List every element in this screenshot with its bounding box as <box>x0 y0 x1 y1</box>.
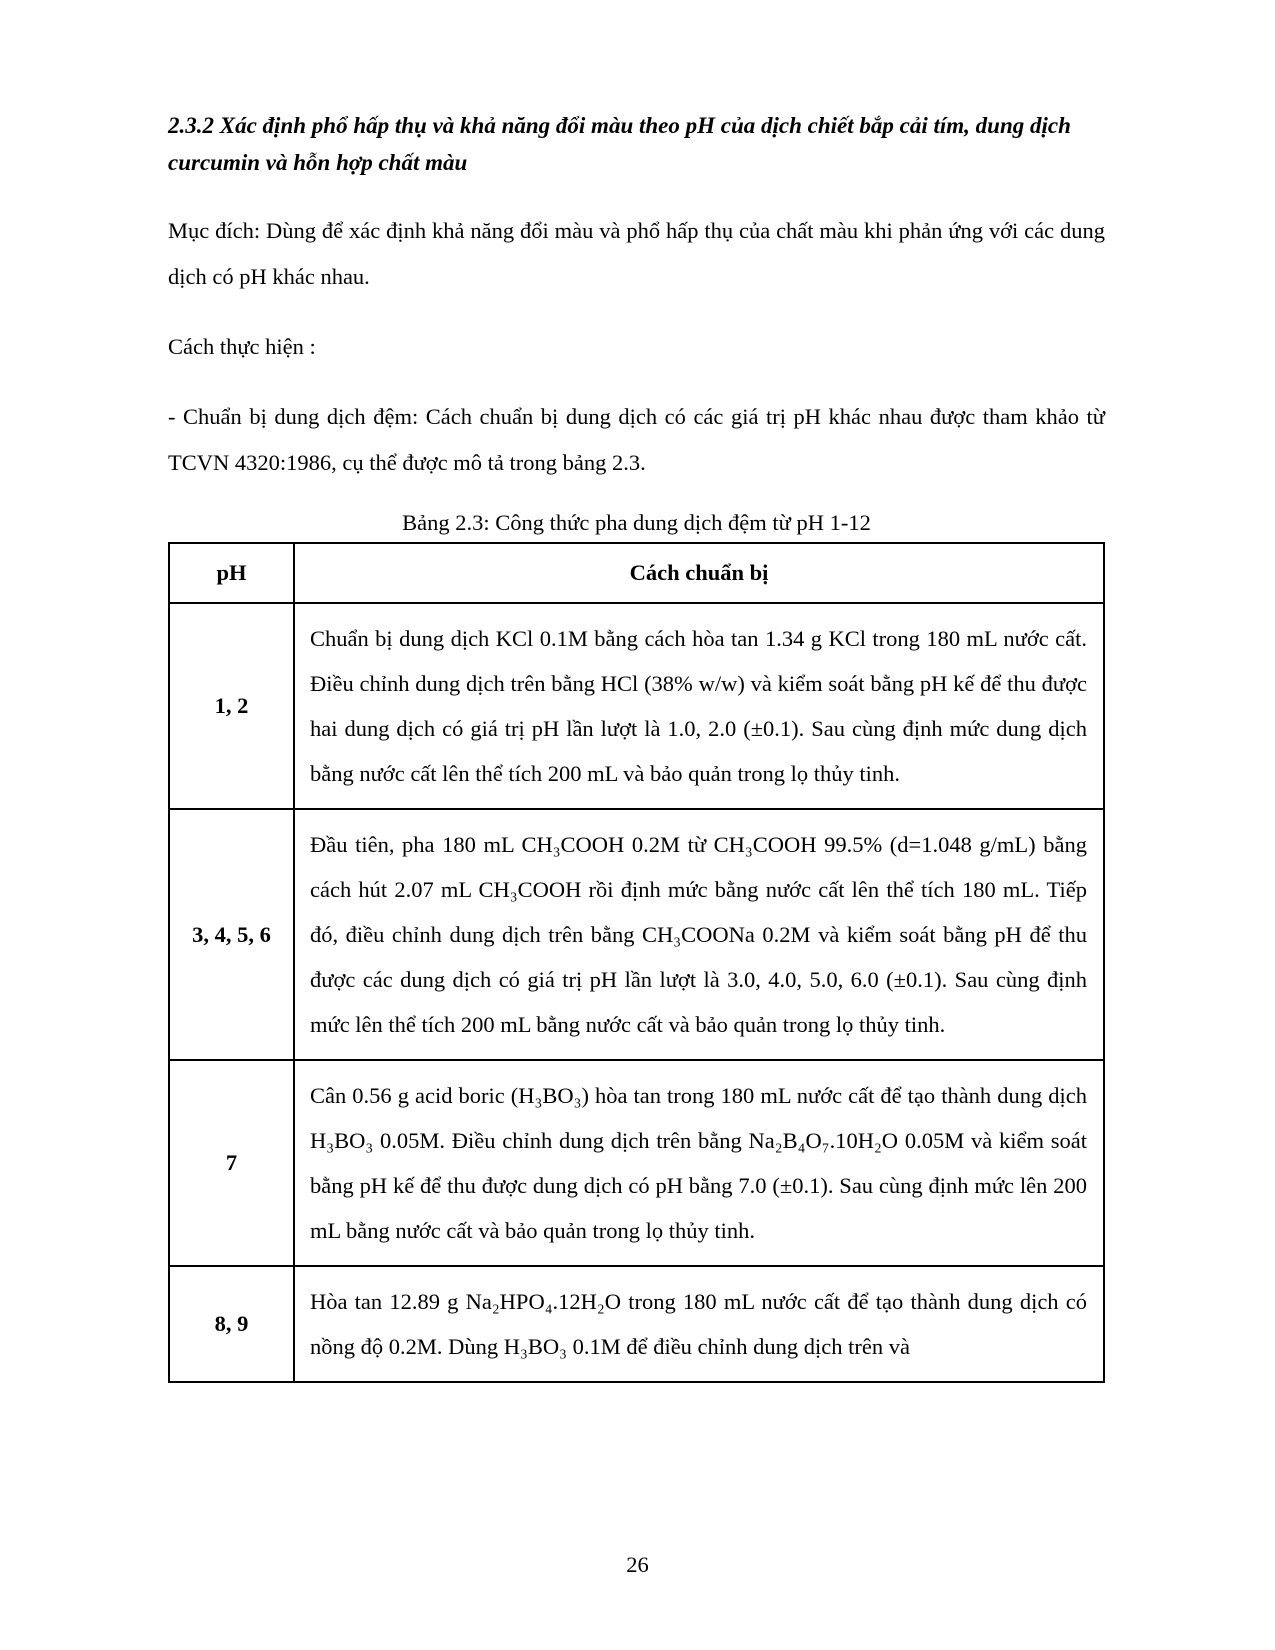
table-row <box>169 1060 1104 1266</box>
method-cell: Cân 0.56 g acid boric (H₃BO₃) hòa tan trong 180 mL nước cất để tạo thành dung dịch H₃BO₃ 0.05M. Điều chỉnh dung dịch trên bằng Na₂B₄O₇.10H₂O 0.05M và kiểm soát bằng pH kế để thu được dung dịch có pH bằng 7.0 (±0.1). Sau cùng định mức lên 200 mL bằng nước cất và bảo quản trong lọ thủy tinh. <box>294 1060 1104 1266</box>
method-cell: Hòa tan 12.89 g Na₂HPO₄.12H₂O trong 180 mL nước cất để tạo thành dung dịch có nồng độ 0.2M. Dùng H₃BO₃ 0.1M để điều chỉnh dung dịch trên và <box>294 1266 1104 1382</box>
method-cell: Chuẩn bị dung dịch KCl 0.1M bằng cách hòa tan 1.34 g KCl trong 180 mL nước cất. Điều chỉnh dung dịch trên bằng HCl (38% w/w) và kiểm soát bằng pH kế để thu được hai dung dịch có giá trị pH lần lượt là 1.0, 2.0 (±0.1). Sau cùng định mức dung dịch bằng nước cất lên thể tích 200 mL và bảo quản trong lọ thủy tinh. <box>294 603 1104 809</box>
section-heading: 2.3.2 Xác định phổ hấp thụ và khả năng đổi màu theo pH của dịch chiết bắp cải tím, dung dịch curcumin và hỗn hợp chất màu <box>168 113 1071 175</box>
ph-cell: 3, 4, 5, 6 <box>169 809 294 1060</box>
method-label: Cách thực hiện : <box>168 333 316 359</box>
method-cell: Đầu tiên, pha 180 mL CH₃COOH 0.2M từ CH₃COOH 99.5% (d=1.048 g/mL) bằng cách hút 2.07 mL CH₃COOH rồi định mức bằng nước cất lên thể tích 180 mL. Tiếp đó, điều chỉnh dung dịch trên bằng CH₃COONa 0.2M và kiểm soát bằng pH để thu được các dung dịch có giá trị pH lần lượt là 3.0, 4.0, 5.0, 6.0 (±0.1). Sau cùng định mức lên thể tích 200 mL bằng nước cất và bảo quản trong lọ thủy tinh. <box>294 809 1104 1060</box>
buffer-table <box>168 542 1105 1383</box>
table-caption: Bảng 2.3: Công thức pha dung dịch đệm từ pH 1-12 <box>402 510 871 536</box>
table-row <box>169 809 1104 1060</box>
page-number: 26 <box>626 1552 649 1577</box>
table-header-row <box>169 543 1104 603</box>
table-row <box>169 1266 1104 1382</box>
table-header-method: Cách chuẩn bị <box>294 543 1104 603</box>
buffer-prep-paragraph: - Chuẩn bị dung dịch đệm: Cách chuẩn bị dung dịch có các giá trị pH khác nhau được tham khảo từ TCVN 4320:1986, cụ thể được mô tả trong bảng 2.3. <box>168 403 1105 476</box>
table-row <box>169 603 1104 809</box>
ph-cell: 7 <box>169 1060 294 1266</box>
ph-cell: 1, 2 <box>169 603 294 809</box>
purpose-paragraph: Mục đích: Dùng để xác định khả năng đổi màu và phổ hấp thụ của chất màu khi phản ứng với các dung dịch có pH khác nhau. <box>168 217 1105 289</box>
table-header-ph: pH <box>169 543 294 603</box>
ph-cell: 8, 9 <box>169 1266 294 1382</box>
